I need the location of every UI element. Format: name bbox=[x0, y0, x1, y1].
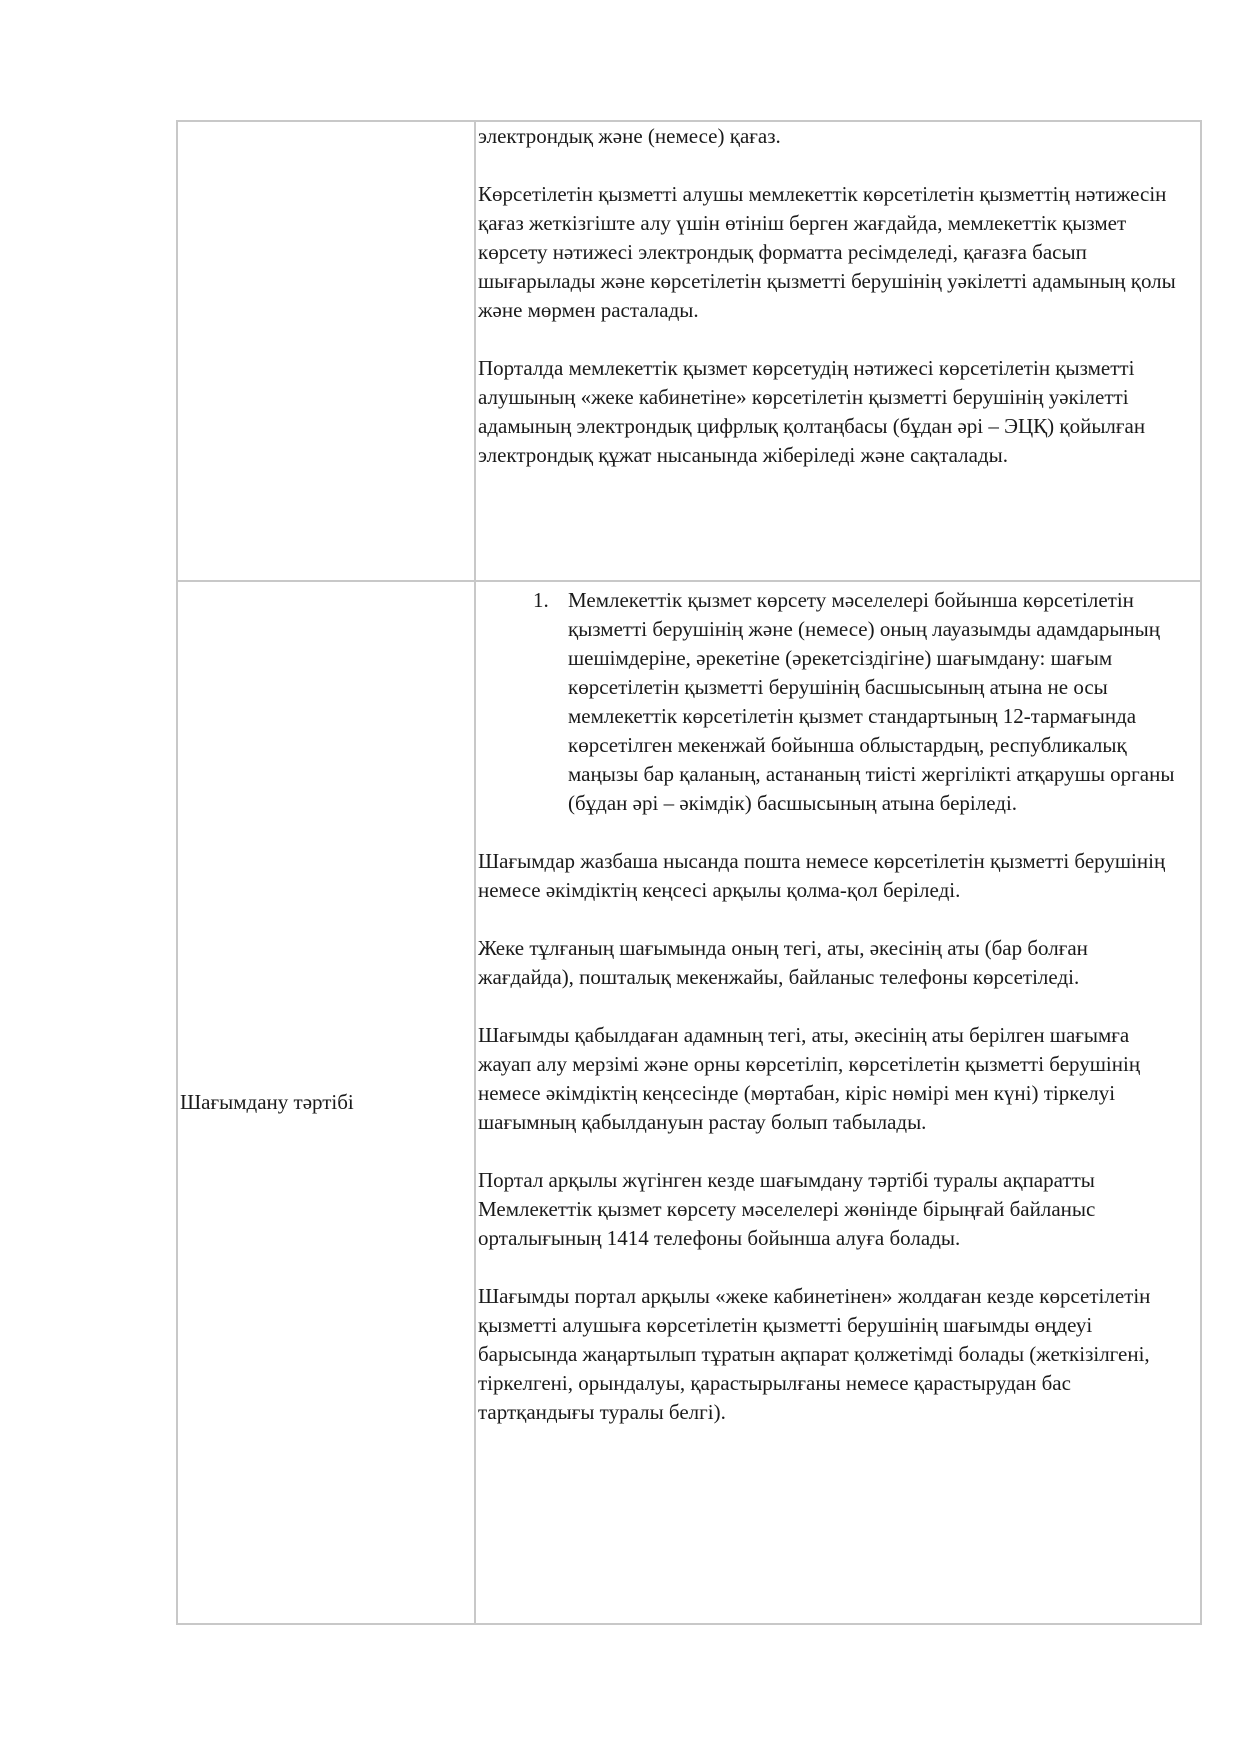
paragraph: Шағымды қабылдаған адамның тегі, аты, әкесінің аты берілген шағымға жауап алу мерзімі және орны көрсетіліп, көрсетілетін қызметті берушінің немесе әкімдіктің кеңсесінде (мөртабан, кіріс нөмірі мен күні) тіркелуі шағымның қабылдануын растау болып табылады. bbox=[478, 1023, 1141, 1134]
paragraph: Шағымды портал арқылы «жеке кабинетінен» жолдаған кезде көрсетілетін қызметті алушыға көрсетілетін қызметті берушінің шағымды өңдеуі барысында жаңартылып тұратын ақпарат қолжетімді болады (жеткізілгені, тіркелгені, орындалуы, қарастырылғаны немесе қарастырудан бас тартқандығы туралы белгі). bbox=[478, 1284, 1151, 1424]
table-row bbox=[177, 581, 1201, 1624]
service-standard-table bbox=[176, 120, 1202, 1625]
numbered-list bbox=[478, 586, 1184, 818]
paragraph: Жеке тұлғаның шағымында оның тегі, аты, әкесінің аты (бар болған жағдайда), пошталық мекенжайы, байланыс телефоны көрсетіледі. bbox=[478, 936, 1088, 989]
paragraph: Шағымдар жазбаша нысанда пошта немесе көрсетілетін қызметті берушінің немесе әкімдіктің кеңсесі арқылы қолма-қол беріледі. bbox=[478, 849, 1166, 902]
row-label-cell bbox=[177, 121, 475, 581]
list-item: 1. Мемлекеттік қызмет көрсету мәселелері бойынша көрсетілетін қызметті берушінің және (немесе) оның лауазымды адамдарының шешімдеріне, әрекетіне (әрекетсіздігіне) шағымдану: шағым көрсетілетін қызметті берушінің басшысының атына не осы мемлекеттік көрсетілетін қызмет стандартының 12-тармағында көрсетілген мекенжай бойынша облыстардың, республикалық маңызы бар қаланың, астананың тиісті жергілікті атқарушы органы (бұдан әрі – әкімдік) басшысының атына беріледі. bbox=[554, 586, 1184, 818]
row-content-cell bbox=[475, 121, 1201, 581]
row-label-cell: Шағымдану тәртібі bbox=[177, 581, 475, 1624]
table-row bbox=[177, 121, 1201, 581]
paragraph: Портал арқылы жүгінген кезде шағымдану тәртібі туралы ақпаратты Мемлекеттік қызмет көрсету мәселелері жөнінде бірыңғай байланыс орталығының 1414 телефоны бойынша алуға болады. bbox=[478, 1168, 1096, 1250]
paragraph: Порталда мемлекеттік қызмет көрсетудің нәтижесі көрсетілетін қызметті алушының «жеке кабинетіне» көрсетілетін қызметті берушінің уәкілетті адамының электрондық цифрлық қолтаңбасы (бұдан әрі – ЭЦҚ) қойылған электрондық құжат нысанында жіберіледі және сақталады. bbox=[478, 356, 1146, 467]
row-content-cell bbox=[475, 581, 1201, 1624]
paragraph: Көрсетілетін қызметті алушы мемлекеттік көрсетілетін қызметтің нәтижесін қағаз жеткізгіште алу үшін өтініш берген жағдайда, мемлекеттік қызмет көрсету нәтижесі электрондық форматта ресімделеді, қағазға басып шығарылады және көрсетілетін қызметті берушінің уәкілетті адамының қолы және мөрмен расталады. bbox=[478, 182, 1176, 322]
paragraph: электрондық және (немесе) қағаз. bbox=[478, 124, 781, 148]
